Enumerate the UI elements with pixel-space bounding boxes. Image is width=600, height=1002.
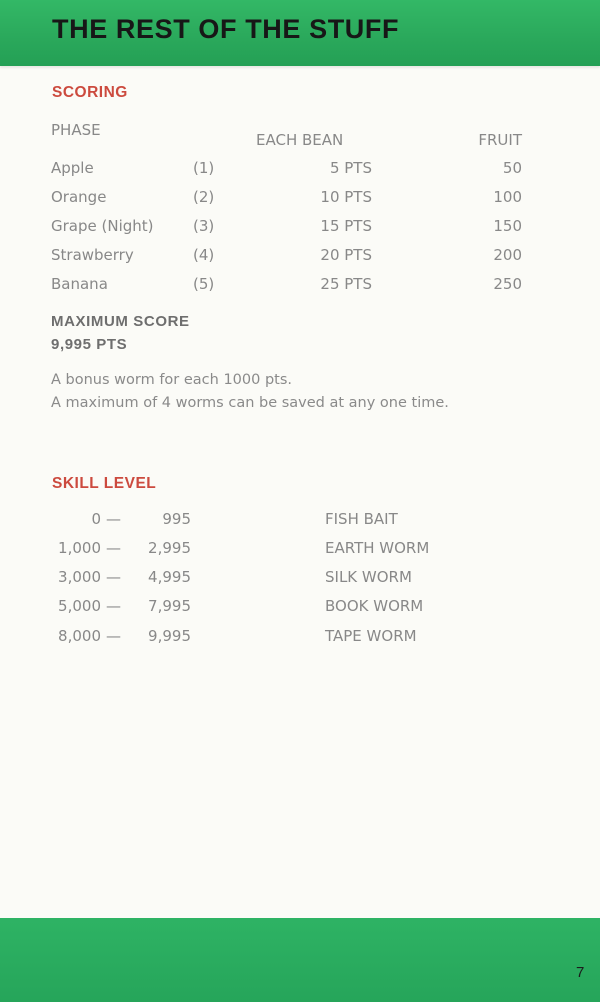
skill-level-name: FISH BAIT bbox=[325, 510, 398, 528]
fruit-points: 200 bbox=[493, 246, 522, 264]
range-dash: — bbox=[106, 597, 121, 615]
range-to: 4,995 bbox=[148, 568, 191, 586]
fruit-points: 100 bbox=[493, 188, 522, 206]
phase-name: Orange bbox=[51, 188, 107, 206]
range-from: 5,000 bbox=[58, 597, 101, 615]
range-dash: — bbox=[106, 539, 121, 557]
bean-points: 5 PTS bbox=[329, 159, 372, 177]
fruit-points: 50 bbox=[502, 159, 522, 177]
range-from: 0 bbox=[91, 510, 101, 528]
skill-level-heading: SKILL LEVEL bbox=[52, 475, 157, 492]
maximum-score-label: MAXIMUM SCORE bbox=[51, 313, 190, 330]
range-dash: — bbox=[106, 627, 121, 645]
range-dash: — bbox=[106, 510, 121, 528]
skill-level-name: BOOK WORM bbox=[325, 597, 424, 615]
bonus-worm-text: A bonus worm for each 1000 pts. bbox=[51, 372, 293, 388]
maximum-score-value: 9,995 PTS bbox=[51, 336, 128, 353]
fruit-points: 150 bbox=[493, 217, 522, 235]
skill-level-name: TAPE WORM bbox=[325, 627, 417, 645]
page-title: THE REST OF THE STUFF bbox=[52, 14, 400, 44]
skill-level-name: SILK WORM bbox=[325, 568, 412, 586]
phase-name: Grape (Night) bbox=[51, 217, 154, 235]
max-worms-text: A maximum of 4 worms can be saved at any one time. bbox=[51, 395, 449, 411]
bean-points: 20 PTS bbox=[320, 246, 372, 264]
range-dash: — bbox=[106, 568, 121, 586]
range-to: 2,995 bbox=[148, 539, 191, 557]
bean-points: 10 PTS bbox=[320, 188, 372, 206]
phase-number: (1) bbox=[193, 159, 215, 177]
column-header-each-bean: EACH BEAN bbox=[256, 131, 344, 149]
range-to: 7,995 bbox=[148, 597, 191, 615]
phase-name: Strawberry bbox=[51, 246, 134, 264]
range-to: 9,995 bbox=[148, 627, 191, 645]
fruit-points: 250 bbox=[493, 275, 522, 293]
column-header-phase: PHASE bbox=[51, 121, 101, 139]
range-from: 8,000 bbox=[58, 627, 101, 645]
column-header-fruit: FRUIT bbox=[478, 131, 522, 149]
phase-number: (4) bbox=[193, 246, 215, 264]
skill-level-name: EARTH WORM bbox=[325, 539, 430, 557]
phase-name: Apple bbox=[51, 159, 94, 177]
range-from: 1,000 bbox=[58, 539, 101, 557]
bonus-notes bbox=[51, 369, 521, 415]
bean-points: 25 PTS bbox=[320, 275, 372, 293]
phase-name: Banana bbox=[51, 275, 108, 293]
page-number: 7 bbox=[576, 964, 585, 981]
phase-number: (5) bbox=[193, 275, 215, 293]
header-band bbox=[0, 0, 600, 66]
range-to: 995 bbox=[162, 510, 191, 528]
footer-band bbox=[0, 918, 600, 1002]
scoring-heading: SCORING bbox=[52, 84, 128, 101]
phase-number: (2) bbox=[193, 188, 215, 206]
bean-points: 15 PTS bbox=[320, 217, 372, 235]
phase-number: (3) bbox=[193, 217, 215, 235]
range-from: 3,000 bbox=[58, 568, 101, 586]
